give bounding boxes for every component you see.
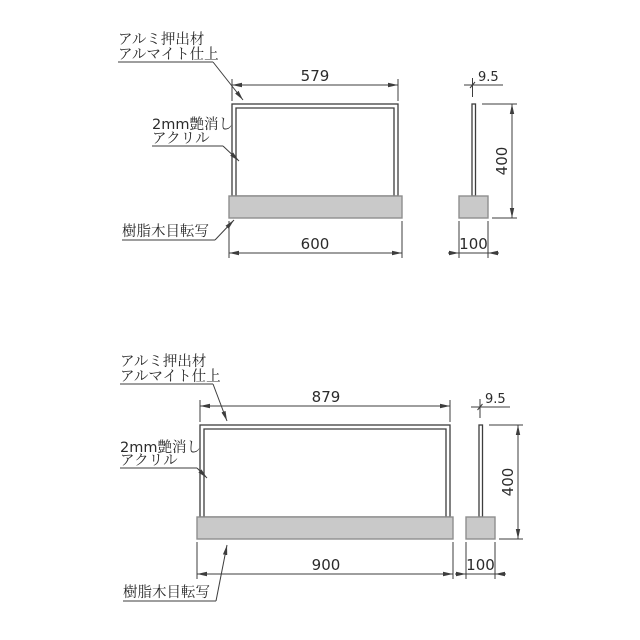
- callout-aluminum-line2: アルマイト仕上: [120, 369, 221, 385]
- dim-base-depth-value: 100: [466, 556, 495, 574]
- callout-aluminum-line1: アルミ押出材: [118, 32, 205, 48]
- panel-frame-outline: [200, 425, 450, 517]
- wood-base: [229, 196, 402, 218]
- side-panel-edge: [479, 425, 483, 517]
- dim-height-value: 400: [499, 467, 517, 497]
- side-wood-base: [466, 517, 495, 539]
- callout-base-label: 樹脂木目転写: [123, 585, 210, 601]
- dim-panel-width-value: 879: [311, 388, 341, 406]
- dim-base-width-value: 600: [300, 235, 330, 253]
- callout-acrylic-line1: 2mm艶消し: [120, 440, 201, 456]
- dim-panel-width-value: 579: [300, 67, 330, 85]
- callout-acrylic-line1: 2mm艶消し: [152, 117, 233, 133]
- callout-aluminum-line1: アルミ押出材: [120, 354, 207, 370]
- side-panel-edge: [472, 104, 476, 196]
- panel-frame-outline: [232, 104, 398, 196]
- dim-base-depth-value: 100: [459, 235, 488, 253]
- callout-base-label: 樹脂木目転写: [122, 224, 209, 240]
- side-wood-base: [459, 196, 488, 218]
- front-view-600: [229, 104, 402, 218]
- wood-base: [197, 517, 453, 539]
- callout-acrylic-line2: アクリル: [152, 131, 210, 147]
- callout-acrylic-line2: アクリル: [120, 453, 178, 469]
- dim-base-width-value: 900: [311, 556, 341, 574]
- front-view-900: [197, 425, 453, 539]
- callout-aluminum-line2: アルマイト仕上: [118, 47, 219, 63]
- dim-height-value: 400: [493, 146, 511, 176]
- dim-thickness-value: 9.5: [485, 392, 506, 407]
- dim-thickness-value: 9.5: [478, 70, 499, 85]
